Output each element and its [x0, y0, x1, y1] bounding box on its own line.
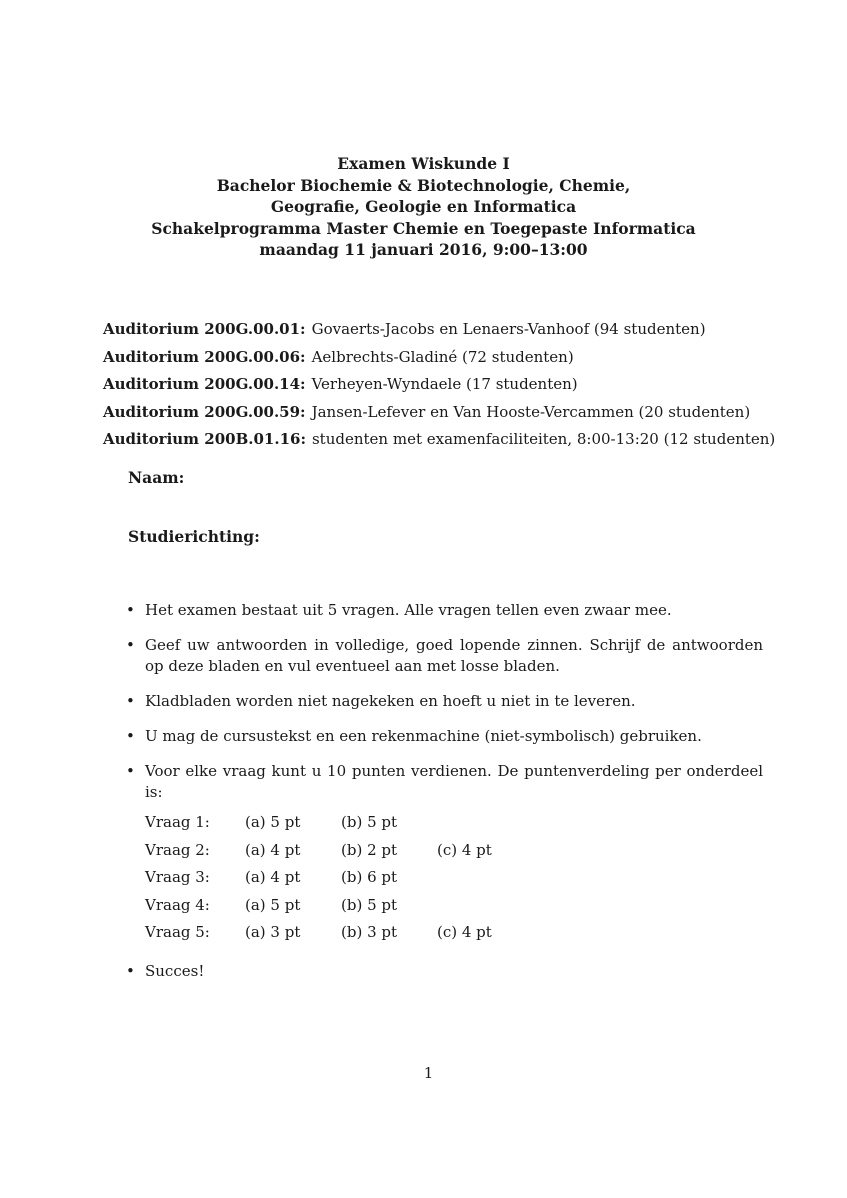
room-name: Auditorium 200G.00.59:	[103, 402, 306, 421]
room-info: Govaerts-Jacobs en Lenaers-Vanhoof (94 studenten)	[311, 320, 706, 338]
exam-programs-line-2: Geografie, Geologie en Informatica	[270, 197, 577, 216]
part-points: (a) 3 pt	[245, 923, 301, 942]
exam-date: maandag 11 januari 2016, 9:00–13:00	[259, 240, 588, 259]
rule-text: U mag de cursustekst en een rekenmachine (niet-symbolisch) gebruiken.	[145, 727, 702, 745]
exam-programs-line-3: Schakelprogramma Master Chemie en Toegepaste Informatica	[151, 218, 696, 238]
bullet-icon: •	[126, 727, 135, 745]
bullet-icon: •	[126, 636, 135, 654]
rule-text: Het examen bestaat uit 5 vragen. Alle vragen tellen even zwaar mee.	[145, 601, 672, 619]
room-name: Auditorium 200G.00.06:	[103, 347, 306, 366]
page-number: 1	[423, 1064, 434, 1082]
room-row	[103, 399, 803, 427]
room-info: studenten met examenfaciliteiten, 8:00-13:20 (12 studenten)	[311, 430, 776, 448]
question-label: Vraag 3:	[145, 868, 210, 887]
rule-item	[123, 961, 763, 982]
part-points: (b) 3 pt	[341, 923, 398, 942]
bullet-icon: •	[126, 762, 135, 780]
question-label: Vraag 1:	[145, 813, 210, 832]
rule-text: Voor elke vraag kunt u 10 punten verdienen. De puntenverdeling per onderdeel is:	[145, 762, 763, 801]
table-row	[145, 864, 533, 892]
room-row	[103, 371, 803, 399]
part-points	[437, 864, 533, 892]
question-label: Vraag 4:	[145, 895, 210, 914]
question-label: Vraag 5:	[145, 923, 210, 942]
rule-text: Kladbladen worden niet nagekeken en hoeft u niet in te leveren.	[145, 692, 636, 710]
table-row	[145, 837, 533, 865]
exam-rules-list	[123, 600, 763, 996]
exam-programs-line-1: Bachelor Biochemie & Biotechnologie, Chemie,	[216, 175, 631, 195]
room-name: Auditorium 200G.00.14:	[103, 375, 306, 393]
room-info: Aelbrechts-Gladiné (72 studenten)	[311, 347, 574, 366]
points-distribution-table	[145, 809, 533, 947]
rule-text: Geef uw antwoorden in volledige, goed lopende zinnen. Schrijf de antwoorden op deze bladen en vul eventueel aan met losse bladen.	[145, 636, 763, 675]
part-points	[437, 809, 533, 837]
room-info: Verheyen-Wyndaele (17 studenten)	[311, 375, 578, 393]
room-row	[103, 344, 803, 372]
room-info: Jansen-Lefever en Van Hooste-Vercammen (20 studenten)	[311, 402, 751, 421]
study-program-field-label: Studierichting:	[128, 527, 260, 546]
room-row	[103, 426, 803, 454]
table-row	[145, 892, 533, 920]
room-name: Auditorium 200B.01.16:	[103, 430, 306, 448]
rule-item	[123, 635, 763, 677]
table-row	[145, 809, 533, 837]
part-points	[437, 892, 533, 920]
part-points: (b) 2 pt	[341, 840, 398, 859]
rule-item	[123, 691, 763, 712]
exam-header	[0, 153, 847, 261]
name-field-label: Naam:	[128, 468, 185, 487]
part-points: (a) 5 pt	[245, 813, 301, 832]
rule-text: Succes!	[145, 961, 205, 980]
table-row	[145, 919, 533, 947]
exam-title: Examen Wiskunde I	[337, 154, 510, 173]
room-list	[103, 316, 803, 454]
question-label: Vraag 2:	[145, 840, 210, 859]
bullet-icon: •	[126, 692, 135, 710]
part-points: (b) 5 pt	[341, 813, 398, 832]
part-points: (a) 4 pt	[245, 840, 301, 859]
room-row	[103, 316, 803, 344]
room-name: Auditorium 200G.00.01:	[103, 320, 306, 338]
bullet-icon: •	[126, 601, 135, 619]
part-points: (c) 4 pt	[437, 923, 492, 942]
part-points: (b) 6 pt	[341, 868, 398, 887]
part-points: (a) 4 pt	[245, 868, 301, 887]
rule-item	[123, 761, 763, 947]
bullet-icon: •	[126, 961, 135, 980]
rule-item	[123, 726, 763, 747]
part-points: (a) 5 pt	[245, 895, 301, 914]
part-points: (b) 5 pt	[341, 895, 398, 914]
part-points: (c) 4 pt	[437, 840, 492, 859]
rule-item	[123, 600, 763, 621]
